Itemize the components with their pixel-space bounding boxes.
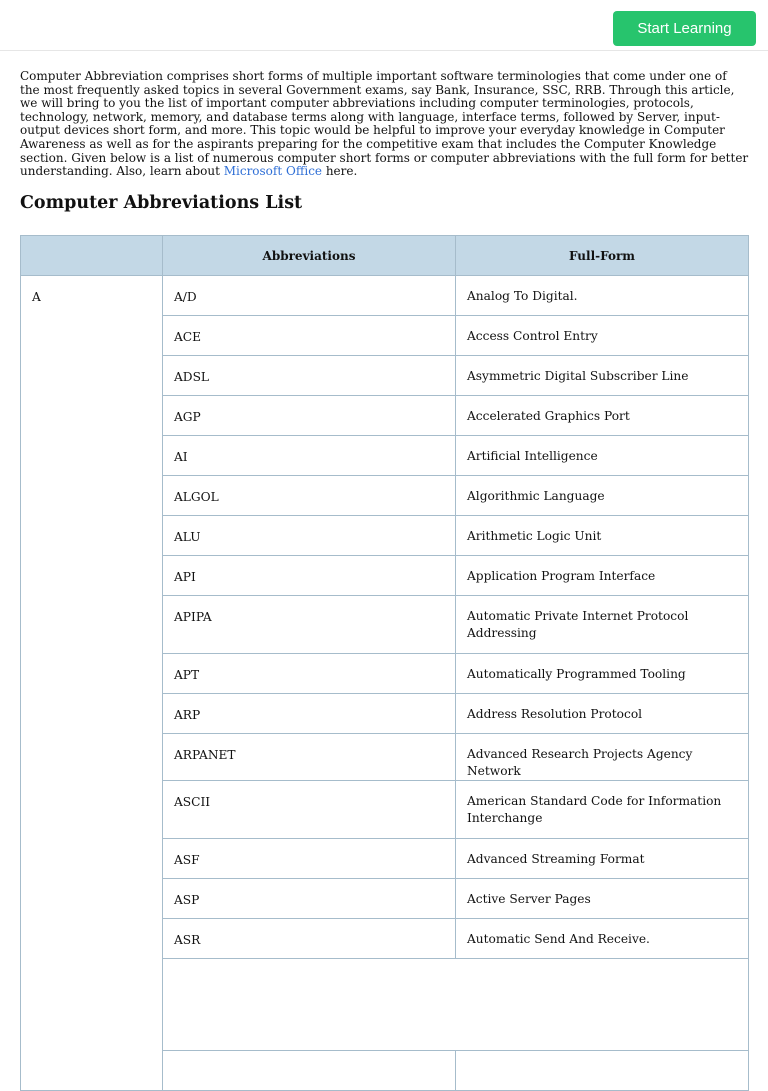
empty-cell: [163, 959, 749, 1051]
abbr-cell: ACE: [163, 316, 456, 356]
abbr-cell: ASCII: [163, 781, 456, 839]
abbr-cell: APIPA: [163, 596, 456, 654]
table-header-row: [21, 236, 749, 276]
abbr-cell: A/D: [163, 276, 456, 316]
full-form-cell: [456, 1051, 749, 1091]
section-title: Computer Abbreviations List: [20, 193, 303, 213]
full-form-cell: Address Resolution Protocol: [456, 694, 749, 734]
abbr-cell: [163, 1051, 456, 1091]
full-form-cell: Active Server Pages: [456, 879, 749, 919]
full-form-cell: American Standard Code for Information Interchange: [456, 781, 749, 839]
full-form-cell: Automatic Send And Receive.: [456, 919, 749, 959]
group-letter-cell: A: [21, 276, 163, 1091]
full-form-cell: Automatically Programmed Tooling: [456, 654, 749, 694]
abbr-cell: ALU: [163, 516, 456, 556]
full-form-cell: Algorithmic Language: [456, 476, 749, 516]
start-learning-button[interactable]: Start Learning: [613, 11, 756, 46]
abbr-cell: AGP: [163, 396, 456, 436]
full-form-cell: Application Program Interface: [456, 556, 749, 596]
intro-text-end: here.: [322, 164, 358, 179]
top-bar: [0, 0, 768, 51]
full-form-cell: Analog To Digital.: [456, 276, 749, 316]
abbr-cell: ALGOL: [163, 476, 456, 516]
microsoft-office-link[interactable]: Microsoft Office: [223, 164, 323, 179]
abbr-cell: ASR: [163, 919, 456, 959]
intro-paragraph: [20, 70, 750, 179]
column-header-group: [21, 236, 163, 276]
abbr-cell: ARPANET: [163, 734, 456, 781]
abbr-cell: APT: [163, 654, 456, 694]
abbr-cell: API: [163, 556, 456, 596]
abbr-cell: ARP: [163, 694, 456, 734]
table-row: [21, 276, 749, 316]
full-form-cell: Advanced Research Projects Agency Network: [456, 734, 749, 781]
abbr-cell: AI: [163, 436, 456, 476]
full-form-cell: Asymmetric Digital Subscriber Line: [456, 356, 749, 396]
full-form-cell: Access Control Entry: [456, 316, 749, 356]
intro-text: Computer Abbreviation comprises short forms of multiple important software terminologies that come under one of the most frequently asked topics in several Government exams, say Bank, Insurance, SSC, RRB. Through this article, we will bring to you the list of important computer abbreviations including computer terminologies, protocols, technology, network, memory, and database terms along with language, interface terms, followed by Server, input-output devices short form, and more. This topic would be helpful to improve your everyday knowledge in Computer Awareness as well as for the aspirants preparing for the competitive exam that includes the Computer Knowledge section. Given below is a list of numerous computer short forms or computer abbreviations with the full form for better understanding. Also, learn about: [20, 69, 749, 179]
full-form-cell: Accelerated Graphics Port: [456, 396, 749, 436]
full-form-cell: Arithmetic Logic Unit: [456, 516, 749, 556]
column-header-abbreviations: Abbreviations: [163, 236, 456, 276]
column-header-full-form: Full-Form: [456, 236, 749, 276]
abbr-cell: ADSL: [163, 356, 456, 396]
full-form-cell: Automatic Private Internet Protocol Addressing: [456, 596, 749, 654]
abbr-cell: ASF: [163, 839, 456, 879]
abbr-cell: ASP: [163, 879, 456, 919]
abbreviations-table: [20, 235, 749, 1091]
full-form-cell: Advanced Streaming Format: [456, 839, 749, 879]
full-form-cell: Artificial Intelligence: [456, 436, 749, 476]
